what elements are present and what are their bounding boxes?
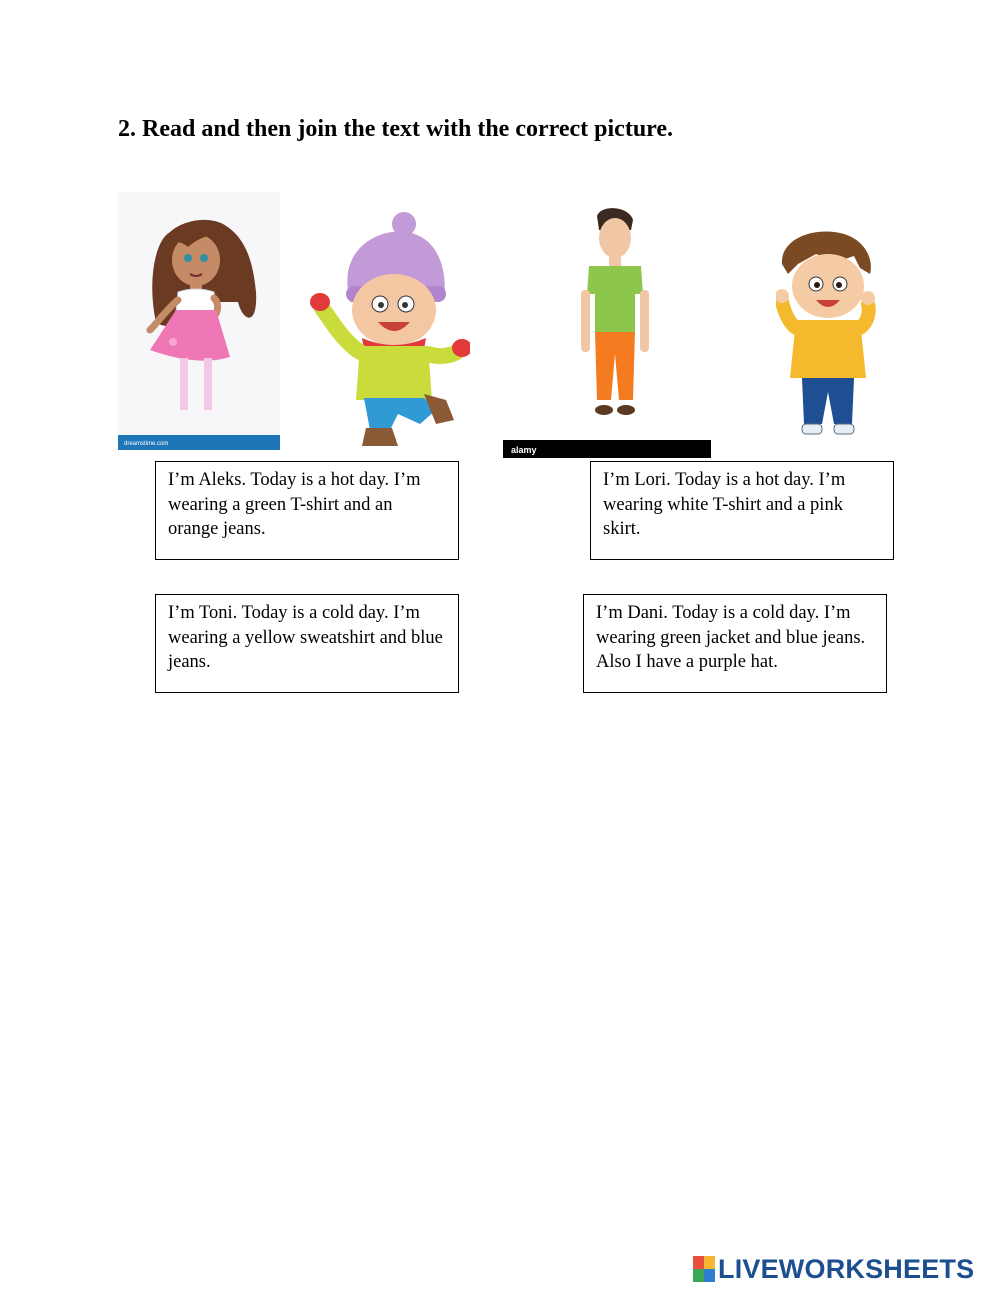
liveworksheets-logo [693, 1253, 974, 1285]
liveworksheets-badge-icon [693, 1256, 715, 1282]
boy-yellow-hoodie-image[interactable] [776, 228, 876, 440]
text-box-lori[interactable]: I’m Lori. Today is a hot day. I’m wearing white T-shirt and a pink skirt. [590, 461, 894, 560]
girl-pink-skirt-image[interactable] [118, 192, 280, 450]
text-box-dani[interactable]: I’m Dani. Today is a cold day. I’m wearing green jacket and blue jeans. Also I have a purple hat. [583, 594, 887, 693]
logo-text: LIVEWORKSHEETS [718, 1253, 975, 1284]
text-box-aleks[interactable]: I’m Aleks. Today is a hot day. I’m wearing a green T-shirt and an orange jeans. [155, 461, 459, 560]
dreamstime-watermark: dreamstime.com [124, 441, 169, 447]
alamy-watermark: alamy [511, 445, 537, 455]
text-box-toni[interactable]: I’m Toni. Today is a cold day. I’m wearing a yellow sweatshirt and blue jeans. [155, 594, 459, 693]
boy-green-tshirt-image[interactable] [503, 204, 711, 458]
worksheet-heading: 2. Read and then join the text with the correct picture. [118, 116, 674, 142]
boy-purple-hat-image[interactable] [306, 210, 470, 450]
